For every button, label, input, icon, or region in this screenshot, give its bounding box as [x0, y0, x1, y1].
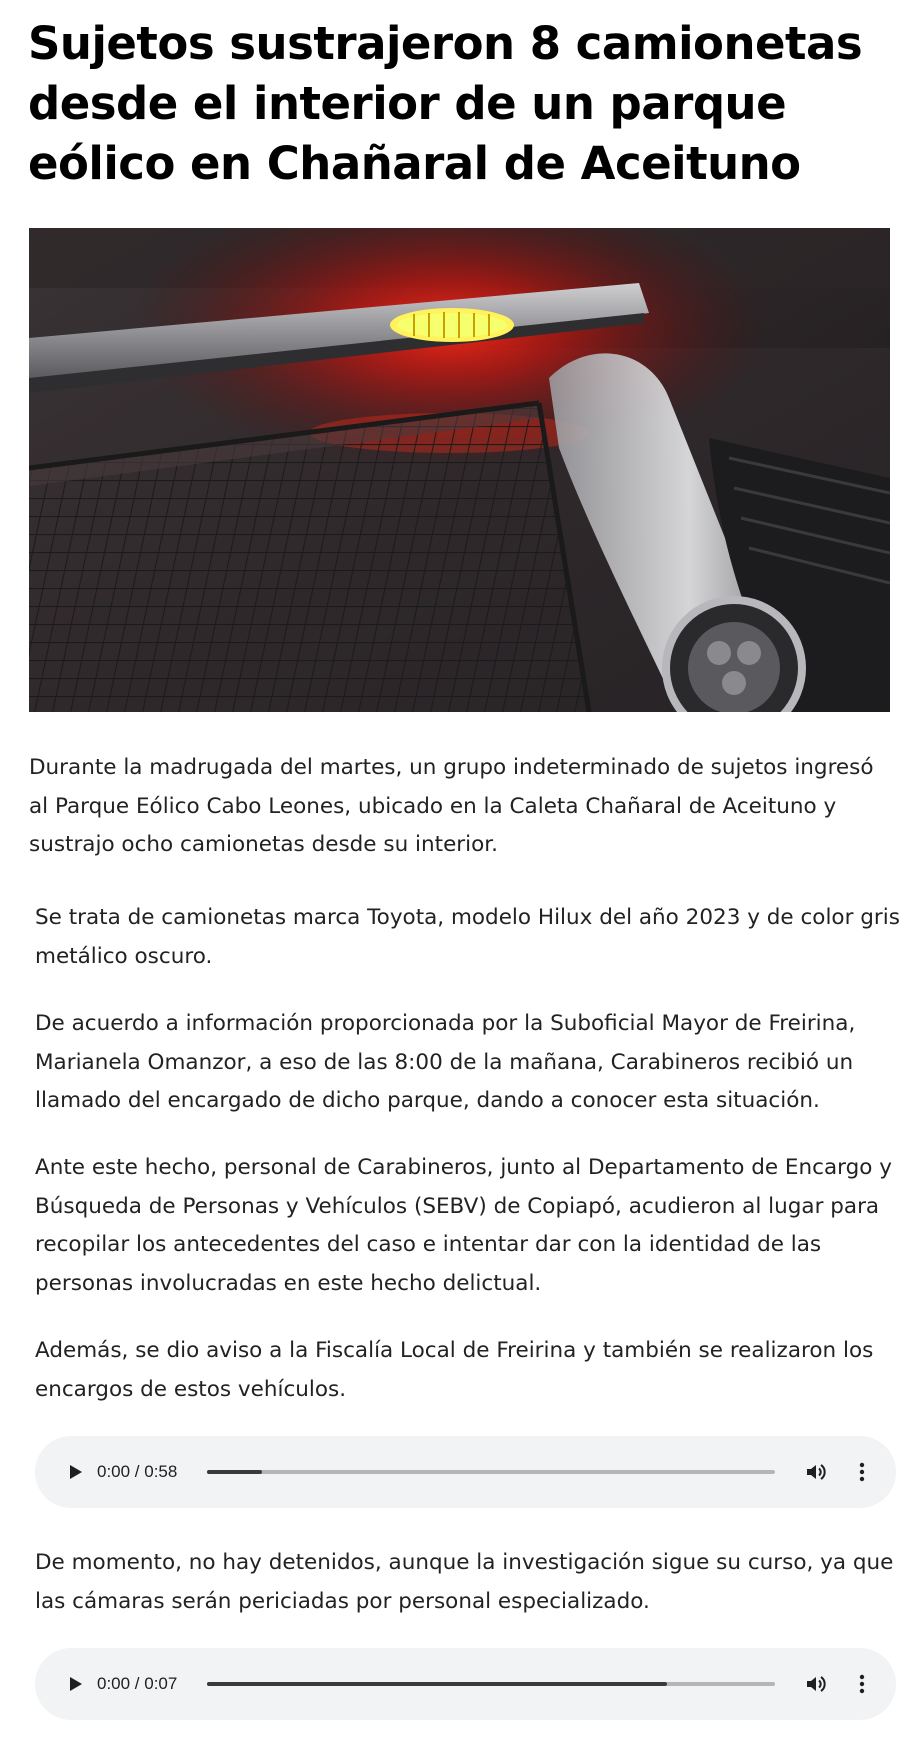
- audio-buffered-fill: [207, 1682, 667, 1686]
- audio-time: 0:00 / 0:07: [97, 1674, 178, 1693]
- article-title: Sujetos sustrajeron 8 camionetas desde el interior de un parque eólico en Chañaral de Aceituno: [28, 17, 863, 190]
- article-paragraph: Además, se dio aviso a la Fiscalía Local de Freirina y también se realizaron los encargos de estos vehículos.: [35, 1338, 874, 1402]
- audio-buffered-fill: [207, 1470, 262, 1474]
- audio-player[interactable]: [35, 1436, 896, 1508]
- audio-time: 0:00 / 0:58: [97, 1462, 178, 1481]
- play-icon[interactable]: [63, 1672, 87, 1696]
- article-paragraph: Durante la madrugada del martes, un grupo indeterminado de sujetos ingresó al Parque Eólico Cabo Leones, ubicado en la Caleta Chañaral de Aceituno y sustrajo ocho camionetas desde su interior.: [29, 755, 874, 857]
- volume-icon[interactable]: [804, 1460, 828, 1484]
- more-vert-icon[interactable]: [850, 1672, 874, 1696]
- article-paragraph: Se trata de camionetas marca Toyota, modelo Hilux del año 2023 y de color gris metálico oscuro.: [35, 905, 900, 969]
- audio-progress-track[interactable]: [207, 1682, 775, 1686]
- audio-progress-track[interactable]: [207, 1470, 775, 1474]
- audio-player[interactable]: [35, 1648, 896, 1720]
- article-paragraph: Ante este hecho, personal de Carabineros, junto al Departamento de Encargo y Búsqueda de Personas y Vehículos (SEBV) de Copiapó, acudieron al lugar para recopilar los antecedentes del caso e intentar dar con la identidad de las personas involucradas en este hecho delictual.: [35, 1155, 892, 1296]
- article-paragraph: De acuerdo a información proporcionada por la Suboficial Mayor de Freirina, Marianela Omanzor, a eso de las 8:00 de la mañana, Carabineros recibió un llamado del encargado de dicho parque, dando a conocer esta situación.: [35, 1011, 856, 1113]
- article-paragraph: De momento, no hay detenidos, aunque la investigación sigue su curso, ya que las cámaras serán periciadas por personal especializado.: [35, 1550, 894, 1614]
- hero-image: [29, 228, 890, 712]
- more-vert-icon[interactable]: [850, 1460, 874, 1484]
- play-icon[interactable]: [63, 1460, 87, 1484]
- volume-icon[interactable]: [804, 1672, 828, 1696]
- police-light-photo: [29, 228, 890, 712]
